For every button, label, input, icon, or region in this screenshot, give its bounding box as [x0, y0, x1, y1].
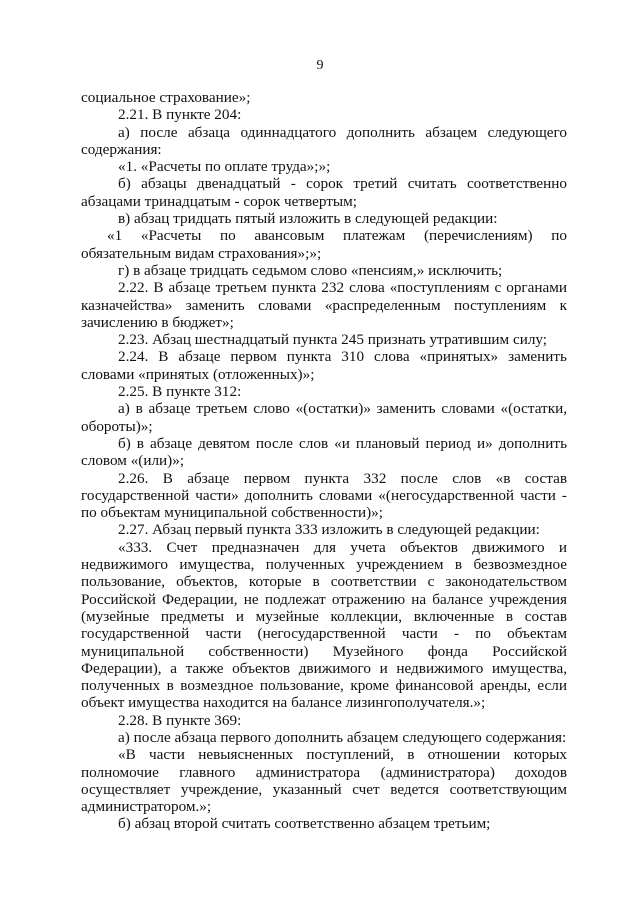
page-number: 9	[316, 58, 324, 73]
paragraph: а) после абзаца одиннадцатого дополнить абзацем следующего содержания:	[81, 123, 567, 158]
paragraph: «333. Счет предназначен для учета объектов движимого и недвижимого имущества, полученных учреждением в безвозмездное пользование, объектов, которые в соответствии с законодательством Российской Федерации, не подлежат отражению на балансе учреждения (музейные предметы и музейные коллекции, включенные в состав государственной части (негосударственной части - по объектам муниципальной собственности) Музейного фонда Российской Федерации), а также объектов движимого и недвижимого имущества, полученных в возмездное пользование, кроме финансовой аренды, если объект имущества находится на балансе лизингополучателя.»;	[81, 538, 567, 712]
paragraph: 2.24. В абзаце первом пункта 310 слова «принятых» заменить словами «принятых (отложенных)»;	[81, 348, 567, 383]
paragraph: 2.23. Абзац шестнадцатый пункта 245 признать утратившим силу;	[118, 331, 548, 349]
paragraph: «1. «Расчеты по оплате труда»;»;	[118, 158, 331, 176]
paragraph: 2.21. В пункте 204:	[118, 106, 242, 124]
paragraph: 2.27. Абзац первый пункта 333 изложить в следующей редакции:	[118, 521, 540, 539]
paragraph: а) в абзаце третьем слово «(остатки)» заменить словами «(остатки, обороты)»;	[81, 400, 567, 435]
paragraph: 2.25. В пункте 312:	[118, 383, 242, 401]
paragraph: б) в абзаце девятом после слов «и плановый период и» дополнить словом «(или)»;	[81, 434, 567, 470]
paragraph: социальное страхование»;	[81, 89, 251, 106]
paragraph: а) после абзаца первого дополнить абзацем следующего содержания:	[118, 728, 567, 746]
paragraph: г) в абзаце тридцать седьмом слово «пенсиям,» исключить;	[118, 261, 503, 279]
document-body	[81, 89, 567, 833]
paragraph: 2.28. В пункте 369:	[118, 711, 242, 729]
paragraph: в) абзац тридцать пятый изложить в следующей редакции:	[118, 210, 498, 228]
paragraph: б) абзац второй считать соответственно абзацем третьим;	[118, 815, 491, 833]
paragraph: «1 «Расчеты по авансовым платежам (перечислениям) по обязательным видам страхования»;»;	[81, 227, 567, 262]
paragraph: «В части невыясненных поступлений, в отношении которых полномочие главного администратора (администратора) доходов осуществляет учреждение, указанный счет ведется соответствующим администратором.»;	[81, 746, 567, 816]
paragraph: б) абзацы двенадцатый - сорок третий считать соответственно абзацами тринадцатым - сорок четвертым;	[81, 175, 567, 210]
paragraph: 2.26. В абзаце первом пункта 332 после слов «в состав государственной части» дополнить словами «(негосударственной части - по объектам муниципальной собственности)»;	[81, 469, 567, 522]
paragraph: 2.22. В абзаце третьем пункта 232 слова «поступлениям с органами казначейства» заменить словами «распределенным поступлениям к зачислению в бюджет»;	[81, 279, 567, 331]
